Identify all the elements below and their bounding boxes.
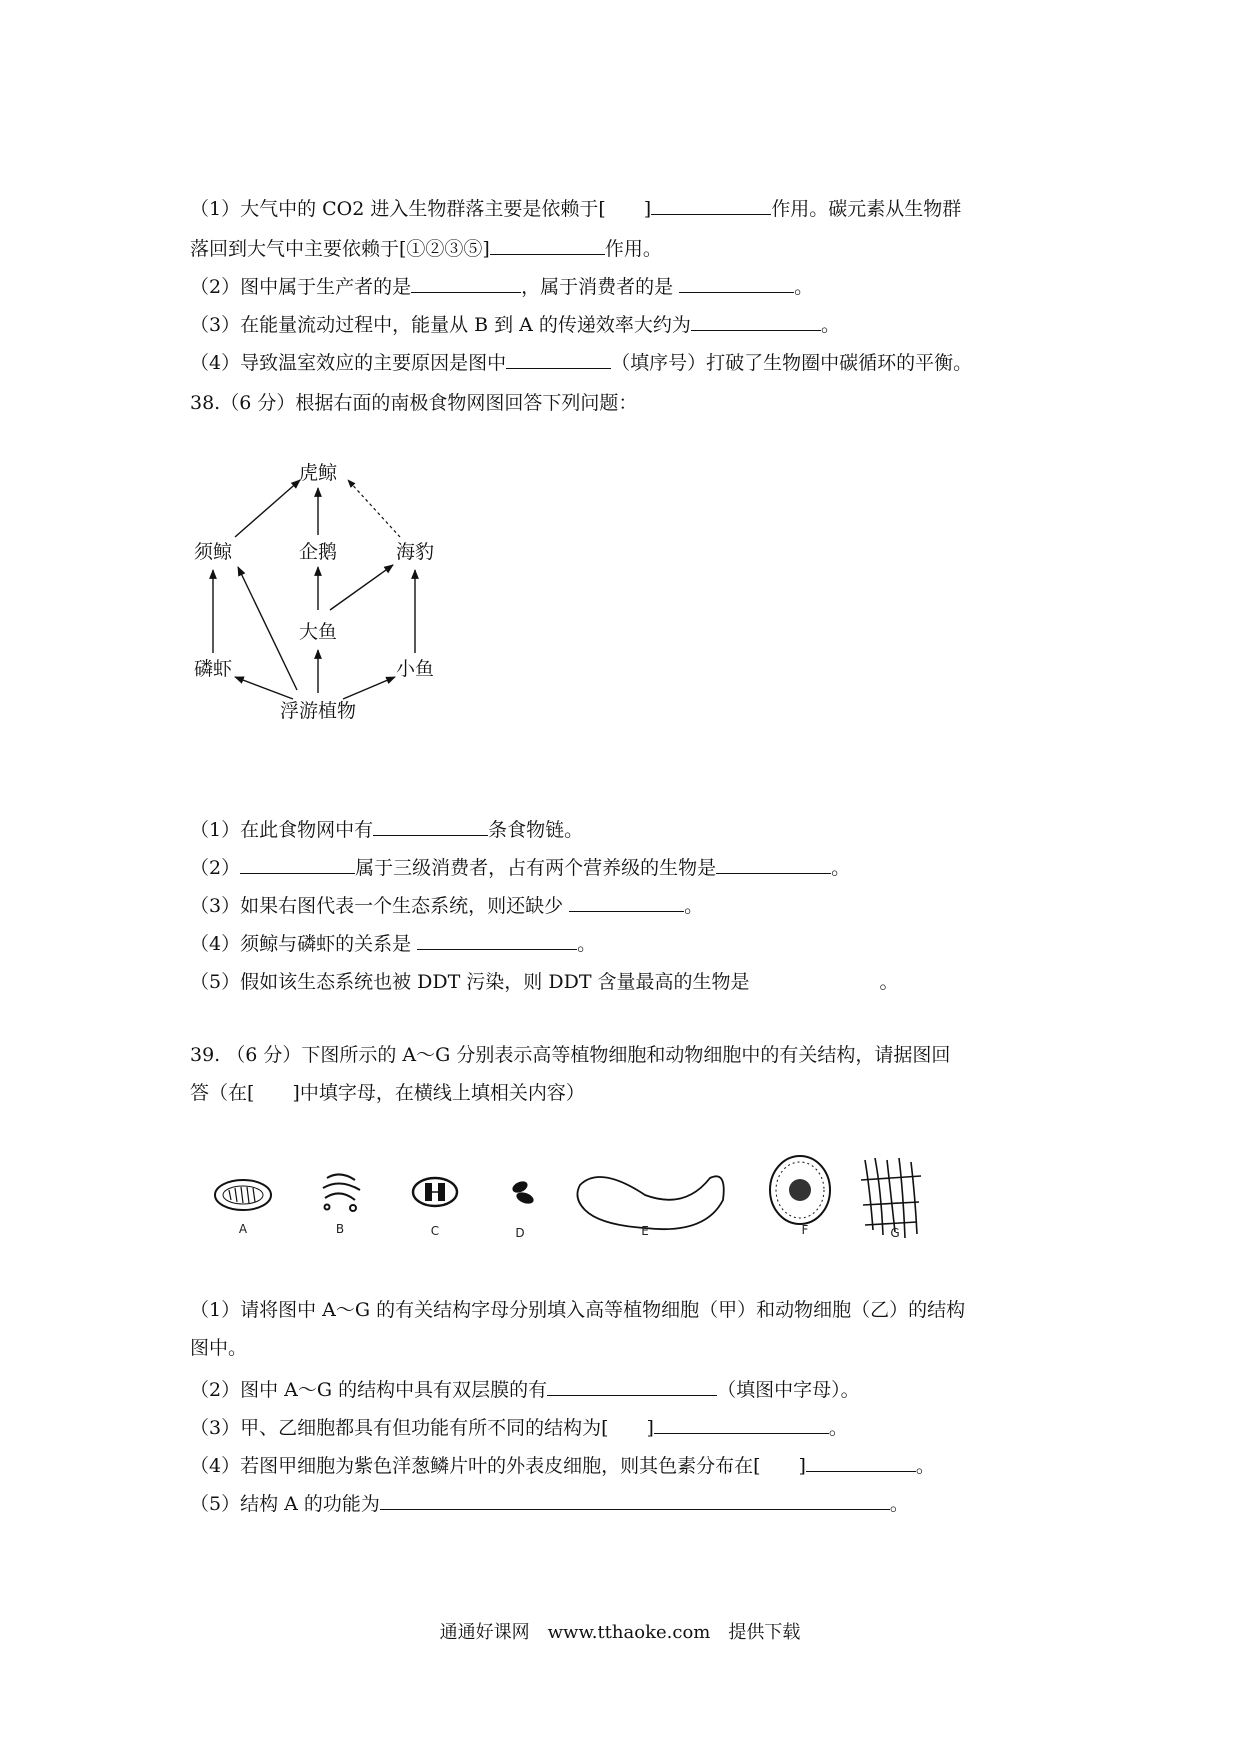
answer-blank[interactable]	[506, 348, 611, 369]
arrow-seal-orca	[348, 480, 400, 537]
arrow-plankton-smallfish	[343, 677, 395, 699]
label-c: C	[430, 1224, 440, 1238]
answer-blank[interactable]	[654, 1413, 829, 1434]
node-big-fish: 大鱼	[298, 621, 338, 643]
answer-blank[interactable]	[716, 853, 831, 874]
q38-line-5: （5）假如该生态系统也被 DDT 污染，则 DDT 含量最高的生物是 。	[190, 971, 899, 993]
arrow-plankton-krill	[235, 677, 293, 699]
q39-line-3: （3）甲、乙细胞都具有但功能有所不同的结构为[ ] 。	[190, 1413, 848, 1443]
q39-line-4: （4）若图甲细胞为紫色洋葱鳞片叶的外表皮细胞，则其色素分布在[ ] 。	[190, 1451, 935, 1481]
q37-line-1: （1）大气中的 CO2 进入生物群落主要是依赖于[ ] 作用。碳元素从生物群	[190, 194, 961, 224]
answer-blank[interactable]	[490, 234, 605, 255]
answer-blank[interactable]	[806, 1451, 916, 1472]
q38-line-2: （2） 属于三级消费者，占有两个营养级的生物是 。	[190, 853, 850, 883]
arrow-plankton-baleen	[238, 567, 297, 690]
answer-blank[interactable]	[411, 272, 521, 293]
q37-line-5: （4）导致温室效应的主要原因是图中 （填序号）打破了生物圈中碳循环的平衡。	[190, 348, 972, 378]
cell-structures-figure	[205, 1150, 1035, 1265]
q38-line-1: （1）在此食物网中有 条食物链。	[190, 815, 583, 845]
q39-line-5: （5）结构 A 的功能为 。	[190, 1489, 909, 1519]
answer-blank[interactable]	[380, 1489, 890, 1510]
q39-line-2: （2）图中 A～G 的结构中具有双层膜的有 （填图中字母）。	[190, 1375, 860, 1405]
q37-line-4: （3）在能量流动过程中，能量从 B 到 A 的传递效率大约为 。	[190, 310, 840, 340]
q39-heading-2: 答（在[ ]中填字母，在横线上填相关内容）	[190, 1082, 585, 1104]
node-seal: 海豹	[395, 541, 435, 563]
structure-b-golgi	[323, 1174, 360, 1211]
arrow-baleen-orca	[235, 480, 300, 537]
label-f: F	[801, 1223, 809, 1237]
node-penguin: 企鹅	[298, 541, 338, 563]
answer-blank[interactable]	[691, 310, 821, 331]
q38-heading: 38.（6 分）根据右面的南极食物网图回答下列问题：	[190, 392, 638, 414]
node-small-fish: 小鱼	[395, 658, 435, 680]
q37-line-2: 落回到大气中主要依赖于[①②③⑤] 作用。	[190, 234, 662, 264]
answer-blank[interactable]	[651, 194, 771, 215]
label-g: G	[890, 1226, 900, 1240]
label-b: B	[335, 1222, 345, 1236]
answer-blank[interactable]	[569, 891, 684, 912]
label-a: A	[238, 1222, 248, 1236]
structure-c-chloroplast	[413, 1178, 457, 1206]
structure-f-nucleus	[770, 1156, 830, 1224]
q39-line-1: （1）请将图中 A～G 的有关结构字母分别填入高等植物细胞（甲）和动物细胞（乙）的结构	[190, 1299, 966, 1321]
arrow-bigfish-seal	[330, 565, 393, 610]
answer-blank[interactable]	[373, 815, 488, 836]
answer-blank[interactable]	[417, 929, 577, 950]
node-plankton: 浮游植物	[279, 700, 357, 722]
q37-line-3: （2）图中属于生产者的是 ，属于消费者的是 。	[190, 272, 813, 302]
answer-blank[interactable]	[547, 1375, 717, 1396]
structure-a-mitochondrion	[215, 1180, 271, 1210]
q38-line-4: （4）须鲸与磷虾的关系是 。	[190, 929, 596, 959]
q38-line-3: （3）如果右图代表一个生态系统，则还缺少 。	[190, 891, 703, 921]
food-web-diagram	[193, 455, 525, 775]
q39-line-1b: 图中。	[190, 1337, 248, 1359]
structure-e-vacuole	[577, 1176, 723, 1229]
structure-d-centriole	[511, 1179, 536, 1206]
label-e: E	[641, 1224, 649, 1238]
node-baleen-whale: 须鲸	[193, 541, 233, 563]
node-krill: 磷虾	[193, 658, 233, 680]
node-orca: 虎鲸	[298, 462, 338, 484]
page-footer: 通通好课网 www.tthaoke.com 提供下载	[439, 1622, 801, 1643]
answer-blank[interactable]	[240, 853, 355, 874]
q39-heading-1: 39. （6 分）下图所示的 A～G 分别表示高等植物细胞和动物细胞中的有关结构，请据图回	[190, 1044, 951, 1066]
label-d: D	[515, 1226, 525, 1240]
answer-blank[interactable]	[679, 272, 794, 293]
